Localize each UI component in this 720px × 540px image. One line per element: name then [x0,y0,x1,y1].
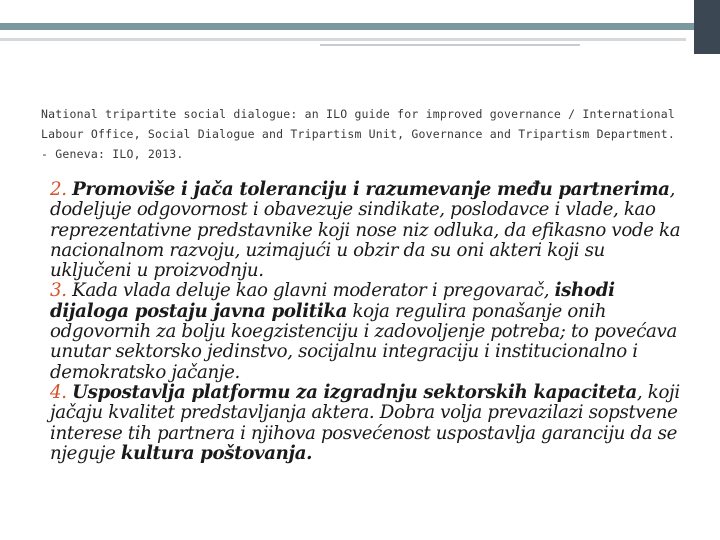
point-number: 2. [50,179,67,200]
point-number: 4. [50,381,67,403]
point-text-before: Kada vlada deluje kao glavni moderator i pregovarač, [66,280,555,302]
point-3 [50,281,685,382]
slide-divider-line [0,38,686,41]
point-2 [50,180,685,281]
point-bold-text: Promoviše i jača toleranciju i razumevanje među partnerima [72,179,670,200]
slide-body [50,180,685,464]
slide-accent-bar [0,23,694,30]
point-bold-text: Uspostavlja platformu za izgradnju sektorskih kapaciteta [72,381,637,403]
slide-corner-block [694,0,720,54]
point-4 [50,383,685,464]
point-text: , koji jačaju kvalitet predstavljanja aktera. Dobra volja prevazilazi sopstvene interese tih partnera i njihova posvećenost uspostavlja garanciju da se njeguje [50,381,680,464]
point-text: koja regulira ponašanje onih odgovornih za bolju koegzistenciju i zadovoljenje potreba; to povećava unutar sektorsko jedinstvo, socijalnu integraciju i institucionalno i demokratsko jačanje. [50,300,677,383]
point-number: 3. [50,280,67,302]
point-bold-text: ishodi dijaloga postaju javna politika [50,280,615,322]
slide-divider-line-short [320,44,580,46]
point-bold-end: kultura poštovanja. [120,442,313,464]
point-text: , dodeljuje odgovornost i obavezuje sindikate, poslodavce i vlade, kao reprezentativne predstavnike koji nose niz odluka, da efikasno vode ka nacionalnom razvoju, uzimajući u obzir da su oni akteri koji su uključeni u proizvodnju. [50,179,681,282]
citation-text: National tripartite social dialogue: an ILO guide for improved governance / International Labour Office, Social Dialogue and Tripartism Unit, Governance and Tripartism Department. - Geneva: ILO, 2013. [41,107,675,161]
